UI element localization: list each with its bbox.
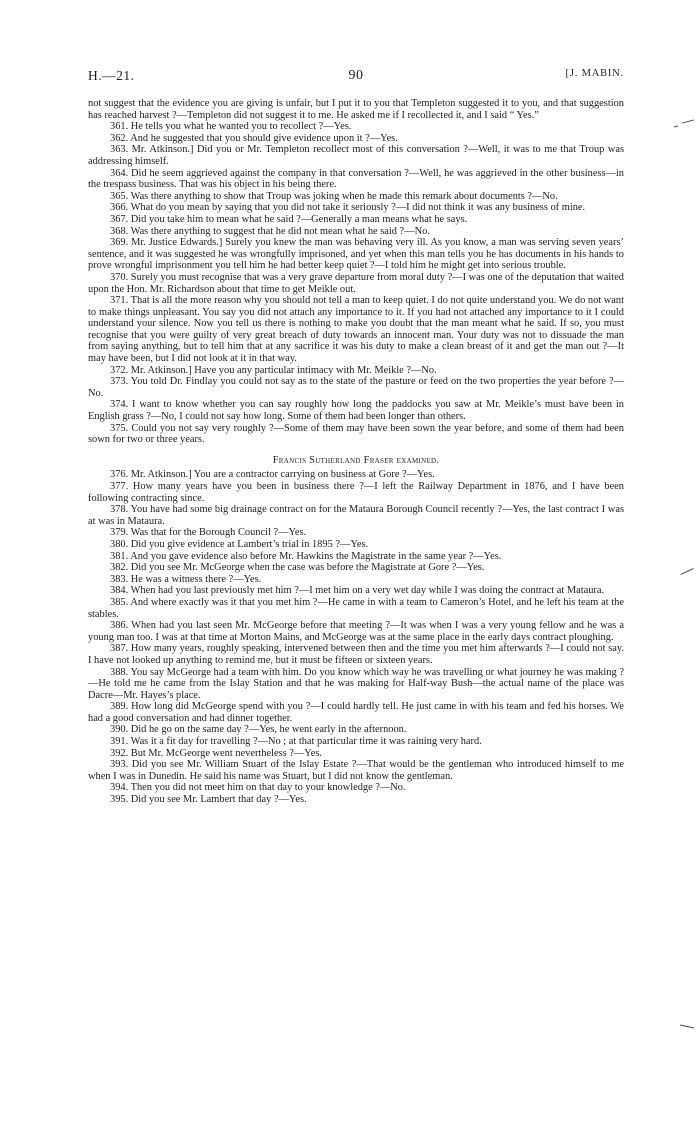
paragraph: 386. When had you last seen Mr. McGeorge before that meeting ?—It was when I was a very young fellow and he was a young man too. I was at that time at Morton Mains, and McGeorge was at the same place in the early days contract ploughing. bbox=[88, 620, 624, 643]
paragraph: 365. Was there anything to show that Troup was joking when he made this remark about documents ?—No. bbox=[110, 190, 558, 202]
margin-mark bbox=[680, 568, 693, 575]
paragraph: 362. And he suggested that you should give evidence upon it ?—Yes. bbox=[110, 132, 398, 144]
page-body bbox=[88, 98, 624, 806]
margin-mark bbox=[682, 119, 694, 123]
paragraph: 361. He tells you what he wanted you to recollect ?—Yes. bbox=[110, 121, 352, 133]
paragraph: 375. Could you not say very roughly ?—Some of them may have been sown the year before, and some of them had been sown for two or three years. bbox=[88, 422, 624, 446]
paragraph: 369. Mr. Justice Edwards.] Surely you knew the man was behaving very ill. As you know, a man was serving seven years’ sentence, and it was suggested he was wrongfully imprisoned, and yet when this man tells you he has documents in his hands to prove wrongful imprisonment you tell him he had better keep quiet ?—I told him he might get into serious trouble. bbox=[88, 237, 624, 272]
paragraph: 372. Mr. Atkinson.] Have you any particular intimacy with Mr. Meikle ?—No. bbox=[110, 364, 437, 376]
paragraph: 392. But Mr. McGeorge went nevertheless ?—Yes. bbox=[110, 747, 323, 759]
paragraph: 374. I want to know whether you can say roughly how long the paddocks you saw at Mr. Meikle’s must have been in English grass ?—No, I could not say how long. Some of them had been longer than others. bbox=[88, 399, 624, 423]
paragraph: 364. Did he seem aggrieved against the company in that conversation ?—Well, he was aggrieved in the other business—in the trespass business. That was his object in his being there. bbox=[88, 167, 624, 191]
paragraph: 390. Did he go on the same day ?—Yes, he went early in the afternoon. bbox=[110, 724, 407, 736]
paragraph: 384. When had you last previously met him ?—I met him on a very wet day while I was doing the contract at Mataura. bbox=[110, 585, 605, 597]
paragraph: 379. Was that for the Borough Council ?—Yes. bbox=[110, 527, 307, 539]
paragraph: 376. Mr. Atkinson.] You are a contractor carrying on business at Gore ?—Yes. bbox=[110, 469, 435, 481]
paragraph: 382. Did you see Mr. McGeorge when the case was before the Magistrate at Gore ?—Yes. bbox=[110, 562, 485, 574]
paragraph: 368. Was there anything to suggest that he did not mean what he said ?—No. bbox=[110, 225, 430, 237]
paragraph: 363. Mr. Atkinson.] Did you or Mr. Templeton recollect most of this conversation ?—Well, it was to me that Troup was addressing himself. bbox=[88, 144, 624, 167]
witness-reference: [J. MABIN. bbox=[565, 68, 624, 79]
paragraph: 378. You have had some big drainage contract on for the Mataura Borough Council recently ?—Yes, the last contract I was at was in Mataura. bbox=[88, 504, 624, 527]
paragraph: 395. Did you see Mr. Lambert that day ?—Yes. bbox=[110, 794, 307, 806]
paragraph: 388. You say McGeorge had a team with him. Do you know which way he was travelling or what journey he was making ?—He told me he came from the Islay Station and that he was making for Half-way Bush—the actual name of the place was Dacre—Mr. Hayes’s place. bbox=[88, 666, 624, 701]
page-number: 90 bbox=[348, 68, 364, 83]
paragraph: 394. Then you did not meet him on that day to your knowledge ?—No. bbox=[110, 782, 406, 794]
page-header bbox=[88, 68, 624, 88]
paragraph: 391. Was it a fit day for travelling ?—No ; at that particular time it was raining very hard. bbox=[110, 736, 482, 748]
document-reference: H.—21. bbox=[88, 68, 135, 83]
paragraph: 370. Surely you must recognise that was a very grave departure from moral duty ?—I was one of the deputation that waited upon the Hon. Mr. Richardson about that time to get Meikle out. bbox=[88, 271, 624, 295]
paragraph: 367. Did you take him to mean what he said ?—Generally a man means what he says. bbox=[110, 213, 468, 225]
paragraph: 373. You told Dr. Findlay you could not say as to the state of the pasture or feed on the two properties the year before ?—No. bbox=[88, 376, 624, 399]
margin-mark bbox=[680, 1025, 694, 1029]
paragraph: 381. And you gave evidence also before Mr. Hawkins the Magistrate in the same year ?—Yes. bbox=[110, 550, 502, 562]
paragraph: 393. Did you see Mr. William Stuart of the Islay Estate ?—That would be the gentleman who introduced himself to me when I was in Dunedin. He said his name was Stuart, but I did not know the gentleman. bbox=[88, 759, 624, 782]
margin-mark bbox=[674, 125, 678, 127]
paragraph: 389. How long did McGeorge spend with you ?—I could hardly tell. He just came in with his team and fed his horses. We had a good conversation and had dinner together. bbox=[88, 701, 624, 724]
paragraph: not suggest that the evidence you are giving is unfair, but I put it to you that Templeton suggested it to you, and that suggestion has reached harvest ?—Templeton did not suggest it to me. He asked me if I recollected it, and I said “ Yes.” bbox=[88, 98, 624, 121]
witness-name-heading: Francis Sutherland Fraser examined. bbox=[272, 454, 440, 466]
paragraph: 377. How many years have you been in business there ?—I left the Railway Department in 1876, and I have been following contracting since. bbox=[88, 481, 624, 504]
paragraph: 380. Did you give evidence at Lambert’s trial in 1895 ?—Yes. bbox=[110, 538, 369, 550]
paragraph: 366. What do you mean by saying that you did not take it seriously ?—I did not think it was any business of mine. bbox=[110, 202, 586, 214]
paragraph: 387. How many years, roughly speaking, intervened between then and the time you met him afterwards ?—I could not say. I have not looked up anything to remind me, but it must be fifteen or sixteen years. bbox=[88, 643, 624, 666]
paragraph: 385. And where exactly was it that you met him ?—He came in with a team to Cameron’s Hotel, and he left his team at the stables. bbox=[88, 596, 624, 620]
paragraph: 371. That is all the more reason why you should not tell a man to keep quiet. I do not quite understand you. We do not want to make things unpleasant. You say you did not attach any importance to it. If you had not attached any importance to it I could understand your silence. Now you tell us there is nothing to make you doubt that the man meant what he said. If so, you must recognise that you were guilty of very great breach of duty towards an innocent man. Your duty was not to dissuade the man from saying anything, but to tell him that at any sacrifice it was his duty to make a clean breast of it and get the man out ?—It may have been, but I did not look at it in that way. bbox=[88, 295, 624, 365]
paragraph: 383. He was a witness there ?—Yes. bbox=[110, 573, 262, 585]
section-heading bbox=[88, 455, 624, 467]
